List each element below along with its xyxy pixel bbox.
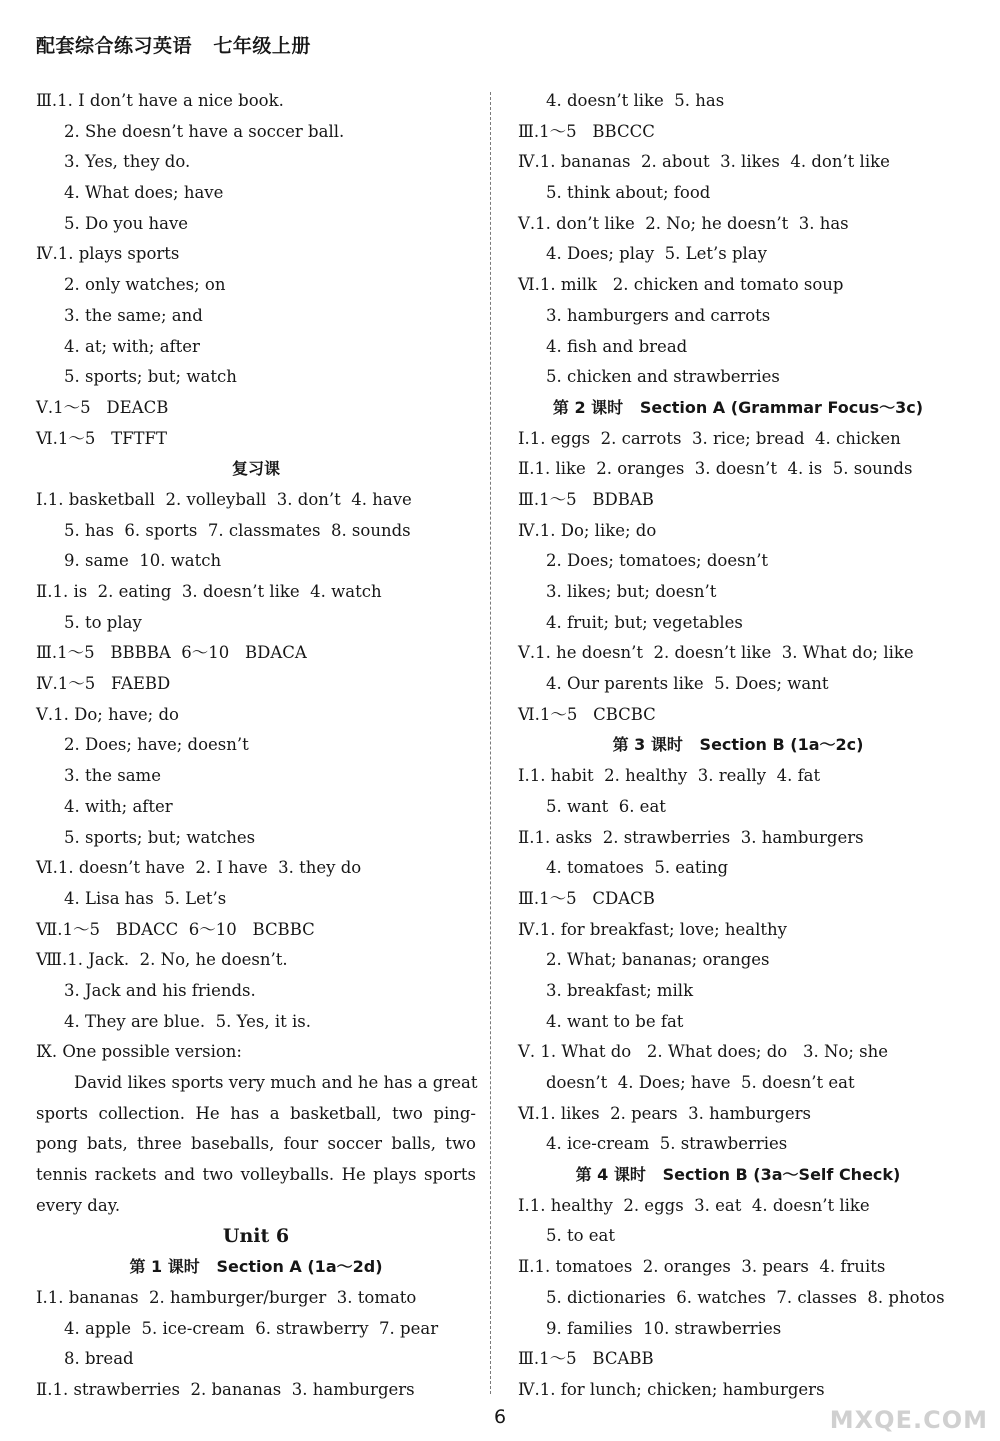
answer-line: Ⅳ.1. for lunch; chicken; hamburgers [518, 1379, 825, 1399]
section-heading: 第 4 课时 Section B (3a～Self Check) [575, 1165, 901, 1185]
answer-line: 2. What; bananas; oranges [546, 950, 770, 970]
answer-line: Ⅱ.1. strawberries 2. bananas 3. hamburgers [36, 1379, 415, 1399]
answer-line: 2. Does; have; doesn’t [64, 735, 249, 755]
answer-line: Ⅵ.1～5 CBCBC [518, 704, 656, 724]
answer-line: 9. same 10. watch [64, 551, 222, 571]
answer-line: Ⅰ.1. healthy 2. eggs 3. eat 4. doesn’t like [518, 1195, 870, 1215]
answer-line: 2. She doesn’t have a soccer ball. [64, 121, 345, 141]
answer-line: 2. Does; tomatoes; doesn’t [546, 551, 769, 571]
answer-line: 4. fish and bread [546, 336, 688, 356]
answer-line: Ⅶ.1～5 BDACC 6～10 BCBBC [36, 919, 315, 939]
answer-line: Ⅰ.1. habit 2. healthy 3. really 4. fat [518, 766, 821, 786]
answer-line: Ⅰ.1. eggs 2. carrots 3. rice; bread 4. chicken [518, 428, 901, 448]
column-divider [490, 92, 491, 1394]
answer-line: Ⅴ.1. he doesn’t 2. doesn’t like 3. What do; like [518, 643, 914, 663]
answer-line: 5. to play [64, 612, 142, 632]
watermark-text: MXQE.COM [829, 1406, 988, 1434]
right-answer-column [518, 86, 958, 1406]
answer-line: Ⅲ.1～5 BBBBA 6～10 BDACA [36, 643, 307, 663]
left-answer-column [36, 86, 476, 1406]
essay-line: tennis rackets and two volleyballs. He plays sports [36, 1165, 476, 1185]
answer-line: 8. bread [64, 1349, 134, 1369]
answer-line: doesn’t 4. Does; have 5. doesn’t eat [546, 1073, 855, 1092]
answer-line: 4. What does; have [64, 183, 224, 203]
answer-line: 5. chicken and strawberries [546, 367, 780, 387]
answer-line: 5. has 6. sports 7. classmates 8. sounds [64, 520, 411, 540]
answer-line: Ⅴ.1. Do; have; do [36, 704, 179, 724]
answer-line: Ⅷ.1. Jack. 2. No, he doesn’t. [36, 950, 288, 970]
answer-line: Ⅵ.1. doesn’t have 2. I have 3. they do [36, 858, 362, 878]
unit-heading: Unit 6 [222, 1225, 290, 1248]
answer-line: 4. with; after [64, 796, 173, 816]
essay-line: every day. [36, 1195, 121, 1215]
answer-line: Ⅱ.1. like 2. oranges 3. doesn’t 4. is 5. sounds [518, 459, 913, 479]
page-number: 6 [493, 1406, 507, 1428]
answer-line: Ⅳ.1. Do; like; do [518, 520, 657, 540]
section-heading: 第 3 课时 Section B (1a～2c) [612, 735, 864, 755]
answer-line: 5. dictionaries 6. watches 7. classes 8. photos [546, 1287, 945, 1307]
answer-line: 9. families 10. strawberries [546, 1318, 782, 1338]
answer-line: 5. want 6. eat [546, 796, 666, 816]
answer-line: Ⅲ.1～5 BCABB [518, 1349, 654, 1369]
answer-line: Ⅵ.1. likes 2. pears 3. hamburgers [518, 1103, 811, 1123]
answer-line: Ⅴ.1～5 DEACB [36, 397, 169, 417]
answer-line: 5. sports; but; watch [64, 367, 237, 387]
answer-line: 3. likes; but; doesn’t [546, 582, 717, 601]
answer-line: Ⅵ.1～5 TFTFT [36, 428, 167, 448]
answer-line: 5. Do you have [64, 213, 189, 233]
answer-line: Ⅱ.1. asks 2. strawberries 3. hamburgers [518, 827, 864, 847]
answer-line: Ⅲ.1. I don’t have a nice book. [36, 91, 284, 110]
answer-line: 4. fruit; but; vegetables [546, 612, 743, 632]
answer-line: Ⅳ.1～5 FAEBD [36, 674, 171, 694]
answer-line: 4. at; with; after [64, 336, 200, 356]
answer-line: 4. Lisa has 5. Let’s [64, 888, 227, 908]
answer-line: Ⅲ.1～5 BBCCC [518, 121, 655, 141]
answer-line: Ⅲ.1～5 BDBAB [518, 489, 654, 509]
answer-line: Ⅰ.1. bananas 2. hamburger/burger 3. tomato [36, 1287, 417, 1307]
answer-line: Ⅳ.1. for breakfast; love; healthy [518, 919, 787, 939]
section-heading: 第 2 课时 Section A (Grammar Focus～3c) [552, 397, 924, 417]
answer-line: 4. They are blue. 5. Yes, it is. [64, 1011, 311, 1031]
essay-line: pong bats, three baseballs, four soccer balls, two [36, 1134, 476, 1154]
answer-line: 4. tomatoes 5. eating [546, 858, 729, 878]
answer-line: 3. breakfast; milk [546, 980, 694, 1000]
answer-line: 3. the same [64, 766, 161, 786]
answer-line: Ⅸ. One possible version: [36, 1042, 242, 1062]
answer-line: 4. Our parents like 5. Does; want [546, 674, 829, 694]
answer-line: 4. ice-cream 5. strawberries [546, 1134, 788, 1154]
essay-line: David likes sports very much and he has a great [74, 1073, 478, 1092]
answer-line: Ⅳ.1. plays sports [36, 244, 180, 264]
answer-line: 3. hamburgers and carrots [546, 305, 771, 325]
answer-line: Ⅳ.1. bananas 2. about 3. likes 4. don’t like [518, 152, 890, 172]
answer-line: 2. only watches; on [64, 275, 226, 295]
answer-line: Ⅱ.1. tomatoes 2. oranges 3. pears 4. fruits [518, 1257, 886, 1277]
answer-line: Ⅴ. 1. What do 2. What does; do 3. No; she [518, 1042, 888, 1062]
answer-line: 3. the same; and [64, 305, 203, 325]
answer-line: 3. Jack and his friends. [64, 980, 256, 1000]
answer-line: 3. Yes, they do. [64, 152, 191, 172]
answer-line: 4. apple 5. ice-cream 6. strawberry 7. pear [64, 1318, 439, 1338]
answer-line: Ⅲ.1～5 CDACB [518, 888, 655, 908]
answer-line: Ⅴ.1. don’t like 2. No; he doesn’t 3. has [518, 213, 849, 233]
answer-line: Ⅰ.1. basketball 2. volleyball 3. don’t 4. have [36, 489, 412, 509]
answer-line: 5. to eat [546, 1226, 616, 1246]
answer-line: 5. think about; food [546, 183, 711, 203]
essay-line: sports collection. He has a basketball, two ping- [36, 1103, 476, 1123]
answer-line: Ⅵ.1. milk 2. chicken and tomato soup [518, 275, 844, 295]
section-heading: 第 1 课时 Section A (1a～2d) [129, 1257, 383, 1277]
answer-line: 4. want to be fat [546, 1011, 684, 1031]
answer-line: Ⅱ.1. is 2. eating 3. doesn’t like 4. watch [36, 582, 382, 601]
section-heading: 复习课 [231, 459, 280, 479]
page-header-title: 配套综合练习英语 七年级上册 [36, 35, 311, 57]
answer-line: 4. Does; play 5. Let’s play [546, 244, 767, 264]
answer-line: 4. doesn’t like 5. has [546, 91, 725, 110]
watermark-logo [804, 1366, 994, 1438]
answer-line: 5. sports; but; watches [64, 827, 256, 847]
